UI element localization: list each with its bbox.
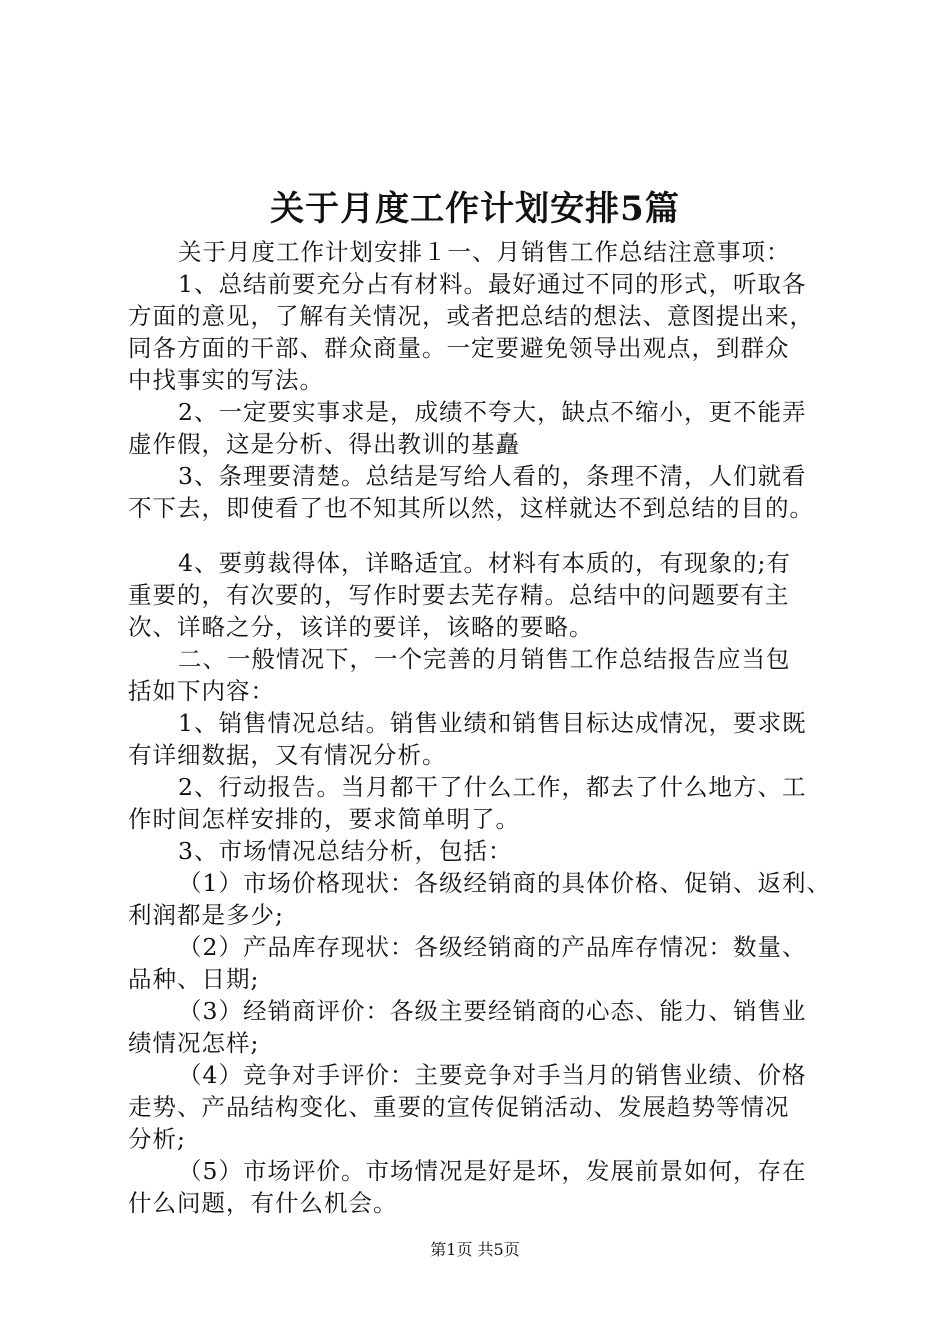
paragraph-line: 1、销售情况总结。销售业绩和销售目标达成情况，要求既 [178, 709, 807, 737]
paragraph-line: 4、要剪裁得体，详略适宜。材料有本质的，有现象的;有 [178, 549, 791, 577]
paragraph-line: 中找事实的写法。 [128, 366, 324, 394]
paragraph-line: 同各方面的干部、群众商量。一定要避免领导出观点，到群众 [128, 334, 790, 362]
paragraph-line: 什么问题，有什么机会。 [128, 1189, 398, 1217]
paragraph-line: （4）竞争对手评价：主要竞争对手当月的销售业绩、价格 [178, 1061, 807, 1089]
paragraph-line: 品种、日期; [128, 965, 260, 993]
paragraph-line: 3、市场情况总结分析，包括： [178, 837, 513, 865]
paragraph-line: 作时间怎样安排的，要求简单明了。 [128, 805, 520, 833]
paragraph-line: （5）市场评价。市场情况是好是坏，发展前景如何，存在 [178, 1157, 807, 1185]
paragraph-line: （3）经销商评价：各级主要经销商的心态、能力、销售业 [178, 997, 807, 1025]
paragraph-line: 分析; [128, 1125, 186, 1153]
paragraph-line: 3、条理要清楚。总结是写给人看的，条理不清，人们就看 [178, 462, 807, 490]
paragraph-line: 虚作假，这是分析、得出教训的基矗 [128, 430, 520, 458]
paragraph-line: 重要的，有次要的，写作时要去芜存精。总结中的问题要有主 [128, 581, 790, 609]
paragraph-line: 二、一般情况下，一个完善的月销售工作总结报告应当包 [178, 645, 791, 673]
paragraph-line: 括如下内容： [128, 677, 275, 705]
page-footer: 第1页 共5页 [430, 1240, 520, 1259]
paragraph-line: 关于月度工作计划安排１一、月销售工作总结注意事项： [178, 238, 791, 266]
paragraph-line: 绩情况怎样; [128, 1029, 260, 1057]
paragraph-line: 有详细数据，又有情况分析。 [128, 741, 447, 769]
paragraph-line: 利润都是多少; [128, 901, 284, 929]
paragraph-line: 1、总结前要充分占有材料。最好通过不同的形式，听取各 [178, 270, 807, 298]
paragraph-line: （2）产品库存现状：各级经销商的产品库存情况：数量、 [178, 933, 807, 961]
paragraph-line: 走势、产品结构变化、重要的宣传促销活动、发展趋势等情况 [128, 1093, 790, 1121]
paragraph-line: 不下去，即使看了也不知其所以然，这样就达不到总结的目的。 [128, 494, 814, 522]
paragraph-line: 2、行动报告。当月都干了什么工作，都去了什么地方、工 [178, 773, 807, 801]
paragraph-line: 次、详略之分，该详的要详，该略的要略。 [128, 613, 594, 641]
document-title: 关于月度工作计划安排5篇 [270, 189, 680, 229]
paragraph-line: 方面的意见，了解有关情况，或者把总结的想法、意图提出来， [128, 302, 814, 330]
paragraph-line: 2、一定要实事求是，成绩不夸大，缺点不缩小，更不能弄 [178, 398, 807, 426]
paragraph-line: （1）市场价格现状：各级经销商的具体价格、促销、返利、 [178, 869, 831, 897]
